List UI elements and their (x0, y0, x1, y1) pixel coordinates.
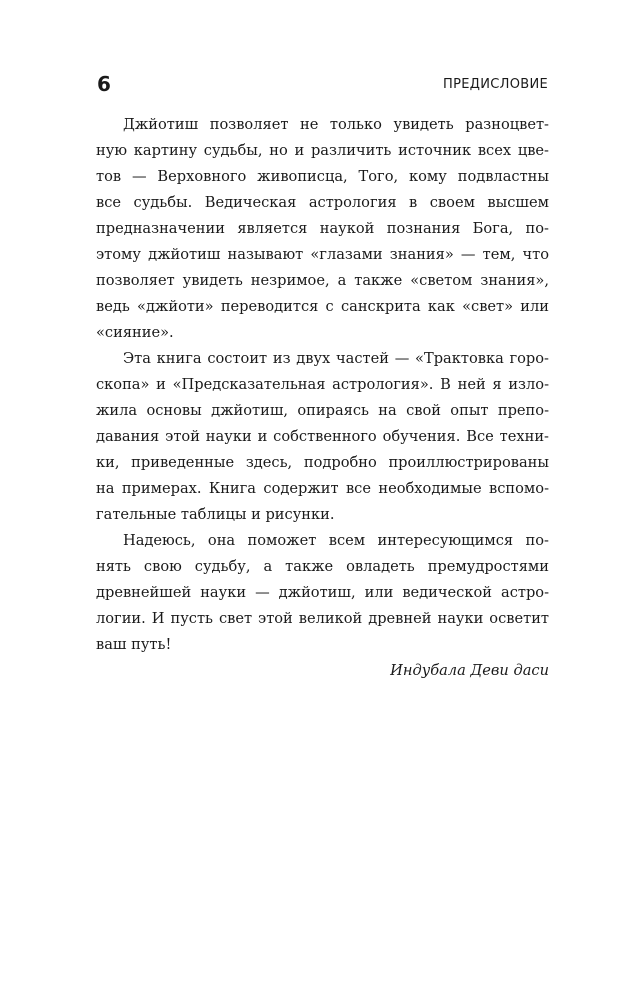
text-line: на примерах. Книга содержит все необходимые вспомо- (96, 480, 549, 497)
text-line: тов — Верховного живописца, Того, кому подвластны (96, 168, 549, 185)
text-line: Эта книга состоит из двух частей — «Трактовка горо- (123, 350, 549, 367)
text-line: ваш путь! (96, 636, 172, 653)
text-line: предназначении является наукой познания Бога, по- (96, 220, 549, 237)
text-line: давания этой науки и собственного обучения. Все техни- (96, 428, 549, 445)
running-title: ПРЕДИСЛОВИЕ (443, 77, 548, 92)
text-line: нять свою судьбу, а также овладеть премудростями (96, 558, 549, 575)
text-line: Джйотиш позволяет не только увидеть разноцвет- (123, 116, 549, 133)
text-line: позволяет увидеть незримое, а также «светом знания», (96, 272, 549, 289)
text-line: логии. И пусть свет этой великой древней науки осветит (96, 610, 549, 627)
text-line: этому джйотиш называют «глазами знания» — тем, что (96, 246, 549, 263)
text-line: гательные таблицы и рисунки. (96, 506, 335, 523)
text-line: ки, приведенные здесь, подробно проиллюстрированы (96, 454, 549, 471)
page-number: 6 (97, 72, 111, 96)
text-line: все судьбы. Ведическая астрология в своем высшем (96, 194, 549, 211)
text-line: ную картину судьбы, но и различить источник всех цве- (96, 142, 549, 159)
author-signature: Индубала Деви даси (390, 662, 549, 679)
preface-text (96, 112, 549, 684)
text-line: древнейшей науки — джйотиш, или ведической астро- (96, 584, 549, 601)
text-line: Надеюсь, она поможет всем интересующимся по- (123, 532, 549, 549)
text-line: ведь «джйоти» переводится с санскрита как «свет» или (96, 298, 549, 315)
page-header (97, 72, 548, 102)
text-line: «сияние». (96, 324, 174, 341)
text-line: скопа» и «Предсказательная астрология». В ней я изло- (96, 376, 549, 393)
text-line: жила основы джйотиш, опираясь на свой опыт препо- (96, 402, 549, 419)
